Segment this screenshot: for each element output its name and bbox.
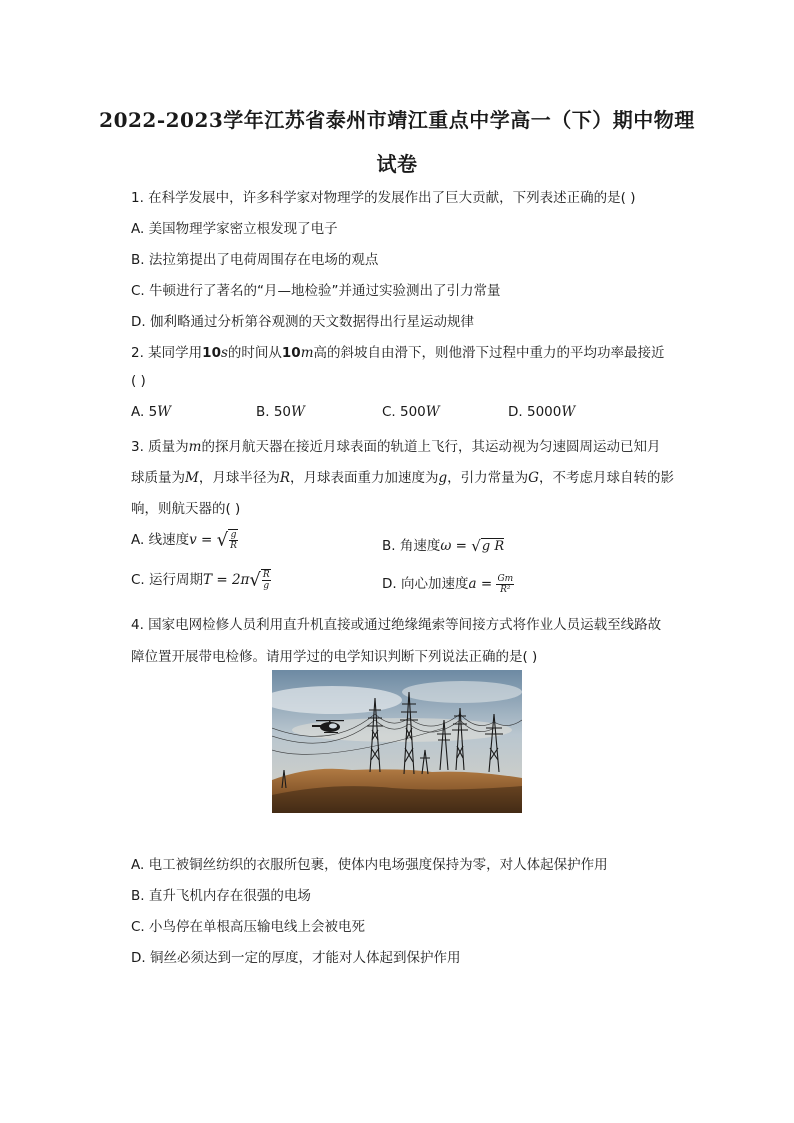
question-1-option-c: C. 牛顿进行了著名的“月—地检验”并通过实验测出了引力常量: [131, 283, 501, 299]
question-3-option-d: D. 向心加速度a = $\frac{Gm}{\text{R²}}$: [382, 573, 514, 595]
question-2-stem-continued: ( ): [131, 373, 146, 389]
power-lines-helicopter-photo: [272, 670, 522, 813]
sqrt-symbol: √ $\frac{g}{R}$: [216, 529, 237, 551]
question-3-stem: 3. 质量为m的探月航天器在接近月球表面的轨道上飞行，其运动视为匀速圆周运动已知月: [131, 439, 661, 455]
sqrt-symbol: √ $\frac{R}{g}$: [249, 569, 270, 591]
question-4-option-b: B. 直升飞机内存在很强的电场: [131, 888, 311, 904]
exam-title-continued: 试卷: [376, 152, 418, 176]
question-2-option-a: A. 5W: [131, 404, 172, 420]
question-4-stem: 4. 国家电网检修人员利用直升机直接或通过绝缘绳索等间接方式将作业人员运载至线路故: [131, 617, 662, 633]
question-1-option-d: D. 伽利略通过分析第谷观测的天文数据得出行星运动规律: [131, 314, 474, 330]
exam-title: 2022-2023学年江苏省泰州市靖江重点中学高一（下）期中物理: [99, 108, 695, 132]
question-3-option-c: C. 运行周期T = 2π√ $\frac{R}{g}$: [131, 569, 270, 591]
time-unit: s: [220, 345, 228, 361]
question-2-option-c: C. 500W: [382, 404, 440, 420]
question-1-stem: 1. 在科学发展中，许多科学家对物理学的发展作出了巨大贡献，下列表述正确的是( ): [131, 190, 636, 206]
question-2-option-b: B. 50W: [256, 404, 305, 420]
height-unit: m: [300, 345, 314, 361]
question-4-stem-line-2: 障位置开展带电检修。请用学过的电学知识判断下列说法正确的是( ): [131, 649, 538, 665]
time-value: 10: [202, 345, 221, 361]
question-3-option-b: B. 角速度ω = √g R: [382, 537, 505, 555]
question-2-stem: 2. 某同学用10s的时间从10m高的斜坡自由滑下，则他滑下过程中重力的平均功率最接近: [131, 345, 665, 361]
question-3-stem-line-3: 响，则航天器的( ): [131, 501, 241, 517]
question-1-option-a: A. 美国物理学家密立根发现了电子: [131, 221, 338, 237]
question-4-option-c: C. 小鸟停在单根高压输电线上会被电死: [131, 919, 366, 935]
height-value: 10: [281, 345, 301, 361]
question-3-stem-line-2: 球质量为M，月球半径为R，月球表面重力加速度为g，引力常量为G，不考虑月球自转的影: [131, 470, 674, 486]
question-4-option-a: A. 电工被铜丝纺织的衣服所包裹，使体内电场强度保持为零，对人体起保护作用: [131, 857, 608, 873]
question-4-option-d: D. 铜丝必须达到一定的厚度，才能对人体起到保护作用: [131, 950, 461, 966]
question-3-option-a: A. 线速度v = √ $\frac{g}{R}$: [131, 529, 237, 551]
sqrt-symbol: √g R: [471, 537, 505, 555]
question-2-option-d: D. 5000W: [508, 404, 576, 420]
question-1-option-b: B. 法拉第提出了电荷周围存在电场的观点: [131, 252, 379, 268]
